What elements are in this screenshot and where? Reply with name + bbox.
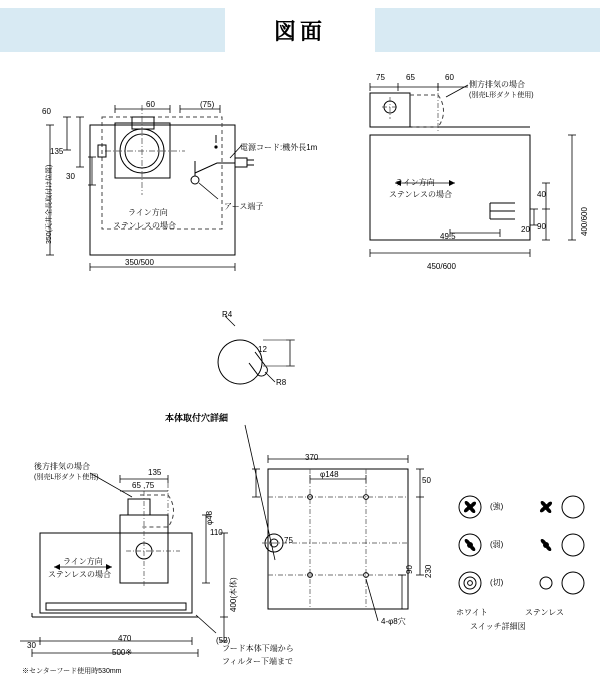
label-line-direction: ライン方向 — [128, 208, 168, 217]
dim-40: 40 — [537, 190, 546, 199]
dim-90-mid: 90 — [405, 565, 414, 574]
label-line-direction-right: ライン方向 — [395, 178, 435, 187]
switch-col-stainless: ステンレス — [525, 608, 564, 617]
label-stainless-bottom: ステンレスの場合 — [48, 570, 111, 579]
label-line-direction-bottom: ライン方向 — [63, 557, 103, 566]
dim-12: 12 — [258, 345, 267, 354]
dim-ceiling-note: 350(天井全長取付け位置) — [46, 164, 53, 244]
dim-370: 370 — [305, 453, 319, 462]
dim-148: φ148 — [320, 470, 339, 479]
hole-detail-title: 本体取付穴詳細 — [165, 413, 229, 423]
dim-75-right: 75 — [376, 73, 385, 82]
dim-49-5: 49.5 — [440, 232, 456, 241]
label-4-holes: 4-φ8穴 — [381, 617, 406, 626]
dim-350-500: 350/500 — [125, 258, 154, 267]
page-title: 図面 — [225, 8, 375, 52]
filter-note-line2: フィルター下端まで — [222, 657, 294, 666]
dim-60-right: 60 — [445, 73, 454, 82]
label-duct-note-bottom: (別売L形ダクト使用) — [34, 474, 99, 481]
dim-75-mid: 75 — [284, 536, 293, 545]
dim-450-600: 450/600 — [427, 262, 456, 271]
switch-row-2-label: (切) — [490, 578, 504, 587]
dim-20: 20 — [521, 225, 530, 234]
dim-90-right: 90 — [537, 222, 546, 231]
label-rear-exhaust: 後方排気の場合 — [34, 462, 90, 471]
dim-400-600: 400/600 — [580, 207, 589, 236]
dim-75: (75) — [200, 100, 215, 109]
label-earth-terminal: アース端子 — [224, 202, 264, 211]
switch-row-0-label: (強) — [490, 502, 504, 511]
label-stainless: ステンレスの場合 — [113, 221, 176, 230]
label-stainless-right: ステンレスの場合 — [389, 190, 452, 199]
label-r8: R8 — [276, 378, 287, 387]
label-duct-note: (別売L形ダクト使用) — [469, 92, 534, 99]
dim-60-left: 60 — [146, 100, 155, 109]
dim-135-bottom: 135 — [148, 468, 162, 477]
dim-135: 135 — [50, 147, 64, 156]
note-center-hood: ※センターフード使用時530mm — [22, 668, 122, 675]
label-r4: R4 — [222, 310, 233, 319]
dim-52: (52) — [216, 636, 231, 645]
label-power-cord: 電源コード:機外長1m — [240, 143, 318, 152]
dim-400: 400(本体) — [229, 577, 238, 612]
dim-470: 470 — [118, 634, 132, 643]
dim-110: 110 — [210, 528, 223, 537]
label-side-exhaust: 側方排気の場合 — [469, 80, 525, 89]
dim-500: 500※ — [112, 648, 133, 657]
dim-65: 65 — [406, 73, 415, 82]
switch-row-1-label: (弱) — [490, 540, 504, 549]
header — [0, 0, 600, 62]
dim-230: 230 — [424, 564, 433, 578]
dim-60-top: 60 — [42, 107, 51, 116]
dim-50: 50 — [422, 476, 431, 485]
switch-col-white: ホワイト — [456, 608, 488, 617]
filter-note-line1: フード本体下端から — [222, 644, 294, 653]
dim-65-75: 65 ,75 — [132, 481, 155, 490]
dim-30-bottom: 30 — [27, 641, 36, 650]
switch-detail-title: スイッチ詳細図 — [470, 622, 526, 631]
dim-48: φ48 — [205, 510, 214, 525]
dim-30: 30 — [66, 172, 75, 181]
